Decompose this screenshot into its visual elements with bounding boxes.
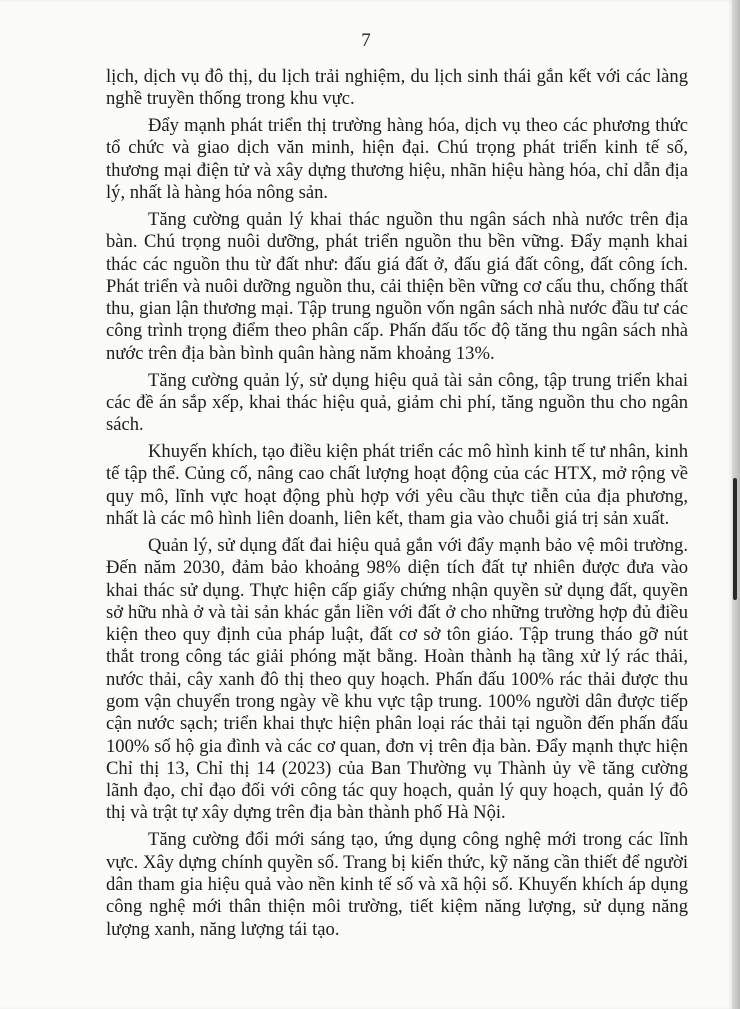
scroll-edge-mark [733, 478, 737, 600]
paragraph-market-development: Đẩy mạnh phát triển thị trường hàng hóa, dịch vụ theo các phương thức tổ chức và giao dịch văn minh, hiện đại. Chú trọng phát triển kinh tế số, thương mại điện tử và xây dựng thương hiệu, nhãn hiệu hàng hóa, chỉ dẫn địa lý, nhất là hàng hóa nông sản. [106, 115, 688, 204]
page-number: 7 [361, 30, 371, 51]
paragraph-innovation: Tăng cường đổi mới sáng tạo, ứng dụng công nghệ mới trong các lĩnh vực. Xây dựng chính quyền số. Trang bị kiến thức, kỹ năng cần thiết để người dân tham gia hiệu quả vào nền kinh tế số và xã hội số. Khuyến khích áp dụng công nghệ mới thân thiện môi trường, tiết kiệm năng lượng, sử dụng năng lượng xanh, năng lượng tái tạo. [106, 829, 688, 940]
paragraph-budget-revenue: Tăng cường quản lý khai thác nguồn thu ngân sách nhà nước trên địa bàn. Chú trọng nuôi dưỡng, phát triển nguồn thu bền vững. Đẩy mạnh khai thác các nguồn thu từ đất như: đấu giá đất ở, đấu giá đất công, đất công ích. Phát triển và nuôi dưỡng nguồn thu, cải thiện bền vững cơ cấu thu, chống thất thu, gian lận thương mại. Tập trung nguồn vốn ngân sách nhà nước đầu tư các công trình trọng điểm theo phân cấp. Phấn đấu tốc độ tăng thu ngân sách nhà nước trên địa bàn bình quân hàng năm khoảng 13%. [106, 208, 688, 364]
paragraph-land-environment: Quản lý, sử dụng đất đai hiệu quả gắn với đẩy mạnh bảo vệ môi trường. Đến năm 2030, đảm bảo khoảng 98% diện tích đất tự nhiên được đưa vào khai thác sử dụng. Thực hiện cấp giấy chứng nhận quyền sử dụng đất, quyền sở hữu nhà ở và tài sản khác gắn liền với đất ở cho những trường hợp đủ điều kiện theo quy định của pháp luật, đất cơ sở tôn giáo. Tập trung tháo gỡ nút thắt trong công tác giải phóng mặt bằng. Hoàn thành hạ tầng xử lý rác thải, nước thải, cây xanh đô thị theo quy hoạch. Phấn đấu 100% rác thải được thu gom vận chuyển trong ngày về khu vực tập trung. 100% người dân được tiếp cận nước sạch; triển khai thực hiện phân loại rác thải tại nguồn đến phấn đấu 100% số hộ gia đình và các cơ quan, đơn vị trên địa bàn. Đẩy mạnh thực hiện Chỉ thị 13, Chỉ thị 14 (2023) của Ban Thường vụ Thành ủy về tăng cường lãnh đạo, chỉ đạo đối với công tác quy hoạch, quản lý quy hoạch, quản lý đô thị và trật tự xây dựng trên địa bàn thành phố Hà Nội. [106, 534, 688, 824]
paragraph-private-economy: Khuyến khích, tạo điều kiện phát triển các mô hình kinh tế tư nhân, kinh tế tập thể. Củng cố, nâng cao chất lượng hoạt động của các HTX, mở rộng về quy mô, lĩnh vực hoạt động phù hợp với yêu cầu thực tiễn của địa phương, nhất là các mô hình liên doanh, liên kết, tham gia vào chuỗi giá trị sản xuất. [106, 441, 688, 530]
document-body [106, 66, 688, 945]
paragraph-public-assets: Tăng cường quản lý, sử dụng hiệu quả tài sản công, tập trung triển khai các đề án sắp xếp, khai thác hiệu quả, giảm chi phí, tăng nguồn thu cho ngân sách. [106, 369, 688, 436]
paragraph-continued: lịch, dịch vụ đô thị, du lịch trải nghiệm, du lịch sinh thái gắn kết với các làng nghề truyền thống trong khu vực. [106, 66, 688, 110]
